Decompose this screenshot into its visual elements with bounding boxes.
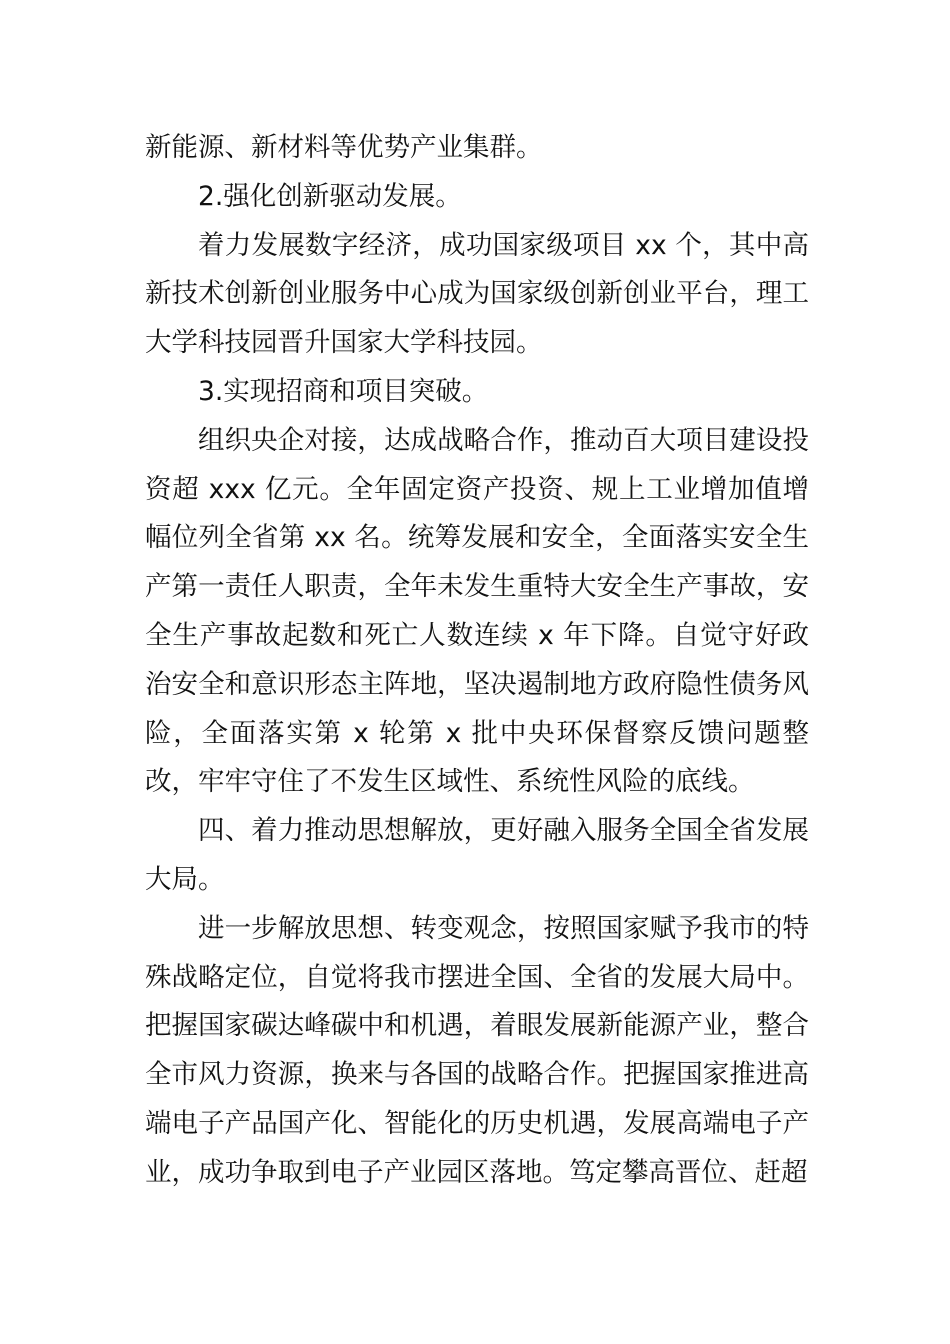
paragraph-6-heading: 四、着力推动思想解放，更好融入服务全国全省发展大局。 [145,815,809,895]
paragraph-7: 进一步解放思想、转变观念，按照国家赋予我市的特殊战略定位，自觉将我市摆进全国、全省的发展大局中。把握国家碳达峰碳中和机遇，着眼发展新能源产业，整合全市风力资源，换来与各国的战略合作。把握国家推进高端电子产品国产化、智能化的历史机遇，发展高端电子产业，成功争取到电子产业园区落地。笃定攀高晋位、赶超 [145,912,809,1188]
document-page [145,124,809,1198]
paragraph-2-heading: 2.强化创新驱动发展。 [198,180,462,212]
paragraph-1: 新能源、新材料等优势产业集群。 [145,132,543,163]
paragraph-5: 组织央企对接，达成战略合作，推动百大项目建设投资超 xxx 亿元。全年固定资产投资、规上工业增加值增幅位列全省第 xx 名。统筹发展和安全，全面落实安全生产第一责任人职责，全年未发生重特大安全生产事故，安全生产事故起数和死亡人数连续 x 年下降。自觉守好政治安全和意识形态主阵地，坚决遏制地方政府隐性债务风险，全面落实第 x 轮第 x 批中央环保督察反馈问题整改，牢牢守住了不发生区域性、系统性风险的底线。 [145,424,809,798]
paragraph-3: 着力发展数字经济，成功国家级项目 xx 个，其中高新技术创新创业服务中心成为国家级创新创业平台，理工大学科技园晋升国家大学科技园。 [145,229,809,359]
paragraph-4-heading: 3.实现招商和项目突破。 [198,375,489,407]
